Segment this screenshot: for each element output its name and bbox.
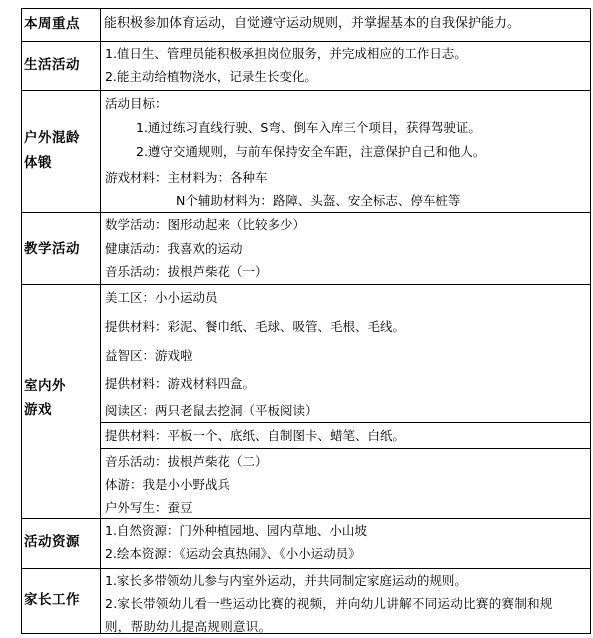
column-divider: [100, 8, 101, 634]
row-divider: [21, 284, 591, 285]
games-indoor-3: 益智区：游戏啦: [105, 348, 193, 363]
outdoor-material-main: 游戏材料：主材料为：各种车: [105, 170, 268, 185]
row-label-outdoor-line-2: 体锻: [24, 155, 52, 171]
outdoor-goal-1: 1.通过练习直线行驶、S弯、倒车入库三个项目，获得驾驶证。: [136, 120, 481, 135]
games-outdoor-2: 体游：我是小小野战兵: [105, 477, 231, 492]
table-border-right: [590, 8, 591, 634]
row-label-games-line-2: 游戏: [24, 402, 52, 418]
life-line-2: 2.能主动给植物浇水，记录生长变化。: [105, 69, 317, 84]
weekly-plan-table: [21, 8, 591, 634]
teaching-line-2: 健康活动：我喜欢的运动: [105, 241, 243, 256]
row-divider: [21, 212, 591, 213]
life-line-1: 1.值日生、管理员能积极承担岗位服务，并完成相应的工作日志。: [105, 46, 467, 61]
games-indoor-2: 提供材料：彩泥、餐巾纸、毛球、吸管、毛根、毛线。: [105, 319, 406, 334]
row-label-resources: 活动资源: [24, 534, 80, 550]
cell-inner-divider: [100, 448, 591, 449]
row-label-games-line-1: 室内外: [24, 378, 66, 394]
row-divider: [21, 41, 591, 42]
row-label-parents: 家长工作: [24, 592, 80, 608]
row-divider: [21, 568, 591, 569]
focus-text: 能积极参加体育运动，自觉遵守运动规则，并掌握基本的自我保护能力。: [104, 16, 521, 31]
games-indoor-4: 提供材料：游戏材料四盒。: [105, 376, 256, 391]
parents-line-1: 1.家长多带领幼儿参与内室外运动，并共同制定家庭运动的规则。: [105, 573, 467, 588]
row-label-outdoor-line-1: 户外混龄: [24, 130, 80, 146]
row-label-life: 生活活动: [24, 57, 80, 73]
row-divider: [21, 518, 591, 519]
teaching-line-1: 数学活动：图形动起来（比较多少）: [105, 217, 306, 232]
resources-line-2: 2.绘本资源：《运动会真热闹》、《小小运动员》: [105, 546, 361, 561]
table-border-left: [21, 8, 22, 634]
outdoor-material-aux: N个辅助材料为：路障、头盔、安全标志、停车桩等: [176, 193, 461, 208]
games-indoor-1: 美工区：小小运动员: [105, 290, 218, 305]
outdoor-goal-title: 活动目标：: [105, 96, 168, 111]
teaching-line-3: 音乐活动：拔根芦柴花（一）: [105, 264, 268, 279]
cell-inner-divider: [100, 422, 591, 423]
row-divider: [21, 90, 591, 91]
row-divider: [21, 8, 591, 9]
games-indoor-5: 阅读区：两只老鼠去挖洞（平板阅读）: [105, 403, 318, 418]
row-label-focus: 本周重点: [24, 16, 80, 32]
games-indoor-6: 提供材料：平板一个、底纸、自制图卡、蜡笔、白纸。: [105, 428, 406, 443]
games-outdoor-3: 户外写生：蚕豆: [105, 500, 193, 515]
games-outdoor-1: 音乐活动：拔根芦柴花（二）: [105, 454, 268, 469]
outdoor-goal-2: 2.遵守交通规则，与前车保持安全车距，注意保护自己和他人。: [136, 144, 486, 159]
parents-line-2: 2.家长带领幼儿看一些运动比赛的视频，并向幼儿讲解不同运动比赛的赛制和规则，帮助幼儿提高规则意识。: [105, 596, 553, 634]
resources-line-1: 1.自然资源：门外种植园地、园内草地、小山坡: [105, 523, 367, 538]
row-label-teaching: 教学活动: [24, 241, 80, 257]
